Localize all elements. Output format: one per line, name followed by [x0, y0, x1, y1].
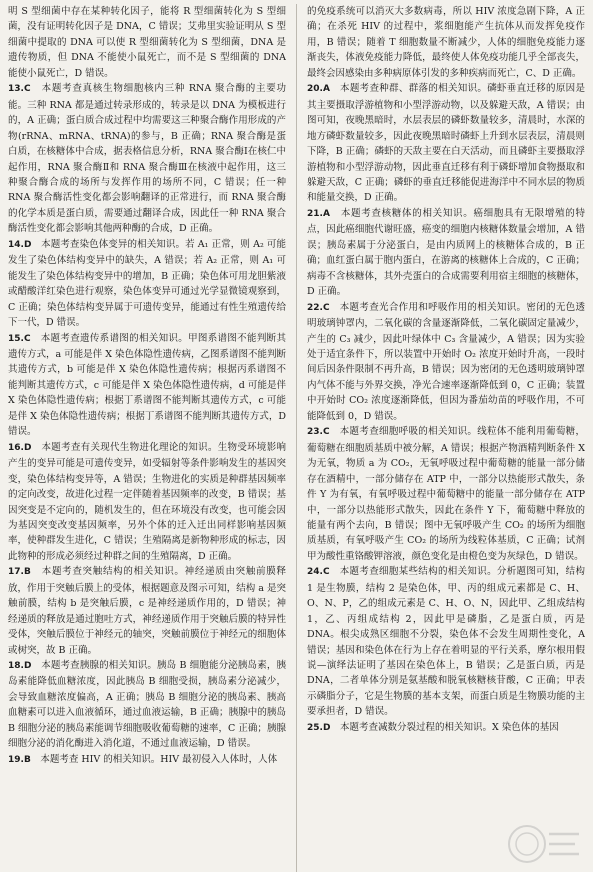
answer-paragraph [8, 81, 286, 237]
right-column [307, 4, 585, 872]
answer-text: 本题考查突触结构的相关知识。神经递质由突触前膜释放，作用于突触后膜上的受体，根据题意及图示可知，结构 a 是突触前膜，结构 b 是突触后膜，c 是神经递质作用的，D 错误；神经递质的释放是通过胞吐方式，神经递质作用于突触后膜的特异性受体，突触后膜位于神经元的轴突，突触前膜位于神经元的细胞体或树突，故 B 正确。 [8, 566, 286, 656]
answer-text: 本题考查遗传系谱图的相关知识。甲图系谱图不能判断其遗传方式，a 可能是伴 X 染色体隐性遗传病，乙图系谱图不能判断其遗传方式，b 可能是伴 X 染色体隐性遗传病；根据丙系谱图不能判断其遗传方式，c 可能是伴 X 染色体隐性遗传病，d 可能是伴 X 染色体隐性遗传病；根据丁系谱图不能判断其遗传方式，c 可能是伴 X 染色体隐性遗传病；根据丁系谱图不能判断其遗传方式，D 错误。 [8, 332, 286, 438]
answer-paragraph [8, 331, 286, 440]
answer-text: 本题考查染色体变异的相关知识。若 A₁ 正常，则 A₂ 可能发生了染色体结构变异中的缺失，A 错误；若 A₂ 正常，则 A₁ 可能发生了染色体结构变异中的增加，B 正确；染色体可用龙胆紫液或醋酸洋红染色进行观察，染色体变异可通过光学显微镜观察到，C 正确；染色体结构变异属于可遗传变异，能通过有性生殖遗传给下一代，D 错误。 [8, 238, 286, 329]
question-number: 17.B [8, 567, 31, 578]
question-number: 20.A [307, 84, 330, 95]
answer-paragraph [8, 440, 286, 565]
question-number: 25.D [307, 722, 331, 733]
answer-paragraph [307, 720, 585, 736]
answer-paragraph [307, 300, 585, 425]
question-number: 22.C [307, 302, 330, 313]
answer-text: 本题考查细胞呼吸的相关知识。线粒体不能利用葡萄糖，葡萄糖在细胞质基质中被分解，A 错误；根据产物酒精判断条件 X 为无氧，物质 a 为 CO₂，无氧呼吸过程中葡萄糖的能量一部分储存在酒精中，一部分储存在 ATP 中，一部分以热能形式散失，条件 Y 为有氧，有氧呼吸过程中葡萄糖中的能量一部分储存在 ATP 中，一部分以热能形式散失，因此在条件 Y 下，葡萄糖中释放的能量有两个去向，B 错误；图中无氧呼吸产生 CO₂ 的场所为细胞质基质，有氧呼吸产生 CO₂ 的场所为线粒体基质，C 正确；试剂甲为酸性重铬酸钾溶液，颜色变化是由橙色变为灰绿色，D 错误。 [307, 426, 585, 562]
answer-paragraph [307, 4, 585, 81]
answer-text: 本题考查光合作用和呼吸作用的相关知识。密闭的无色透明玻璃钟罩内，二氧化碳的含量逐渐降低，二氧化碳固定量减少，产生的 C₃ 减少，因此叶绿体中 C₃ 含量减少，A 错误；因为实验处于适宜条件下，所以装置中开始时 O₂ 浓度开始时升高，一段时间后因条件限制不再升高，B 错误；因为密闭的无色透明玻璃钟罩内气体不能与外界交换，净光合速率逐渐降低到 0，C 正确；装置中开始时 CO₂ 浓度逐渐降低，但因为番茄幼苗的呼吸作用，不可能降低到 0，D 错误。 [307, 301, 585, 422]
answer-paragraph [8, 237, 286, 331]
answer-paragraph [307, 424, 585, 564]
answer-text: 本题考查核糖体的相关知识。癌细胞具有无限增殖的特点，因此癌细胞代谢旺盛，癌变的细胞内核糖体数量会增加，A 错误；胰岛素属于分泌蛋白，是由内质网上的核糖体合成的，B 正确；血红蛋白属于胞内蛋白，在游离的核糖体上合成的，C 正确；病毒不含核糖体，其外壳蛋白的合成需要利用宿主细胞的核糖体，D 正确。 [307, 207, 585, 298]
answer-paragraph [307, 81, 585, 206]
answer-paragraph [8, 752, 286, 768]
answer-text: 本题考查种群、群落的相关知识。磷虾垂直迁移的原因是其主要摄取浮游植物和小型浮游动物，以及躲避天敌，A 错误；由图可知，夜晚黑暗时，水层表层的磷虾数量较多，清晨时，水深的地方磷虾数量较多，因此夜晚黑暗时磷虾上升到水层表层，清晨则下降，B 正确；磷虾的天敌主要在白天活动，而且磷虾主要摄取浮游植物和小型浮游动物，因此垂直迁移有利于磷虾增加食物摄取和躲避天敌，C 正确；磷虾的垂直迁移能促进海洋中不同水层的物质和能量交换，D 正确。 [307, 83, 585, 204]
answer-paragraph [307, 206, 585, 300]
answer-text: 的免疫系统可以消灭大多数病毒，所以 HIV 浓度急剧下降，A 正确；在杀死 HIV 的过程中，浆细胞能产生抗体从而发挥免疫作用，B 错误；随着 T 细胞数量不断减少，人体的细胞免疫能力逐渐丧失，体液免疫能力降低，最终使人体免疫功能几乎全部丧失，最终会因感染由多种病原体引发的多种疾病而死亡，C、D 正确。 [307, 6, 585, 79]
column-divider [296, 4, 297, 872]
answer-paragraph [8, 564, 286, 658]
question-number: 23.C [307, 427, 330, 438]
answer-text: 明 S 型细菌中存在某种转化因子，能将 R 型细菌转化为 S 型细菌，没有证明转化因子是 DNA，C 错误；艾弗里实验证明从 S 型细菌中提取的 DNA 可以使 R 型细菌转化为 S 型细菌，DNA 是遗传物质，但 DNA 不能使小鼠死亡，而不是 S 型细菌的 DNA 能使小鼠死亡，D 错误。 [8, 6, 286, 79]
question-number: 21.A [307, 208, 330, 219]
answer-paragraph [8, 658, 286, 752]
answer-text: 本题考查有关现代生物进化理论的知识。生物受环境影响产生的变异可能是可遗传变异，如受辐射等条件影响发生的基因突变，染色体结构变异等，A 错误；生物进化的实质是种群基因频率的定向改变，故进化过程一定伴随着基因频率的改变，B 错误；基因突变是不定向的，随机发生的，但在环境没有改变，也可能会因为基因突变改变基因频率，另外个体的迁入迁出同样影响基因频率，使种群发生进化，C 错误；生殖隔离是新物种形成的标志，因此物种的形成必须经过种群之间的生殖隔离，D 正确。 [8, 441, 286, 562]
question-number: 14.D [8, 239, 32, 250]
answer-text: 本题考查减数分裂过程的相关知识。X 染色体的基因 [339, 721, 559, 733]
watermark-logo-icon [505, 820, 585, 868]
question-number: 24.C [307, 567, 330, 578]
answer-text: 本题考查真核生物细胞核内三种 RNA 聚合酶的主要功能。三种 RNA 都是通过转录形成的，转录是以 DNA 为模板进行的，A 正确；蛋白质合成过程中均需要这三种聚合酶作用形成的产物(rRNA、mRNA、tRNA)的参与，B 正确；RNA 聚合酶是蛋白质，在核糖体中合成，据表格信息分析，RNA 聚合酶Ⅰ在核仁中起作用，RNA 聚合酶Ⅱ和 RNA 聚合酶Ⅲ在核液中起作用，这三种聚合酶合成的场所与发挥作用的场所不同，C 错误；任一种 RNA 聚合酶活性变化都会影响翻译的正常进行，而 RNA 聚合酶的化学本质是蛋白质，需要通过翻译合成，因此任一种 RNA 聚合酶活性变化都会影响其他两种酶的合成，D 正确。 [8, 83, 286, 235]
answer-text: 本题考查胰腺的相关知识。胰岛 B 细胞能分泌胰岛素，胰岛素能降低血糖浓度，因此胰岛 B 细胞受损，胰岛素分泌减少，会导致血糖浓度偏高，A 正确；胰岛 B 细胞分泌的胰岛素、胰高血糖素可以进入血液循环，通过血液运输，B 正确；胰腺中的胰岛 B 细胞分泌的胰岛素能调节细胞吸收葡萄糖的速率，C 正确；胰腺细胞分泌的消化酶进入消化道，不通过血液运输，D 错误。 [8, 660, 286, 750]
question-number: 18.D [8, 661, 32, 672]
answer-text: 本题考查细胞某些结构的相关知识。分析题图可知，结构 1 是生物膜，结构 2 是染色体，甲、丙的组成元素都是 C、H、O、N、P，乙的组成元素是 C、H、O、N，因此甲、乙组成结构 1，乙、丙组成结构 2，因此甲是磷脂，乙是蛋白质，丙是 DNA。根尖成熟区细胞不分裂，染色体不会发生周期性变化，A 错误；基因和染色体在行为上存在着明显的平行关系，摩尔根用假说—演绎法证明了基因在染色体上，B 错误；乙是蛋白质，丙是 DNA，二者单体分别是氨基酸和脱氧核糖核苷酸，C 正确；甲表示磷脂分子，它是生物膜的基本支架，而蛋白质是生物膜功能的主要承担者，D 错误。 [307, 566, 585, 718]
answer-text: 本题考查 HIV 的相关知识。HIV 最初侵入人体时，人体 [40, 753, 278, 765]
question-number: 19.B [8, 754, 31, 765]
question-number: 13.C [8, 84, 31, 95]
left-column [8, 4, 286, 872]
question-number: 16.D [8, 442, 32, 453]
answer-paragraph [307, 564, 585, 720]
question-number: 15.C [8, 333, 31, 344]
answer-paragraph [8, 4, 286, 81]
